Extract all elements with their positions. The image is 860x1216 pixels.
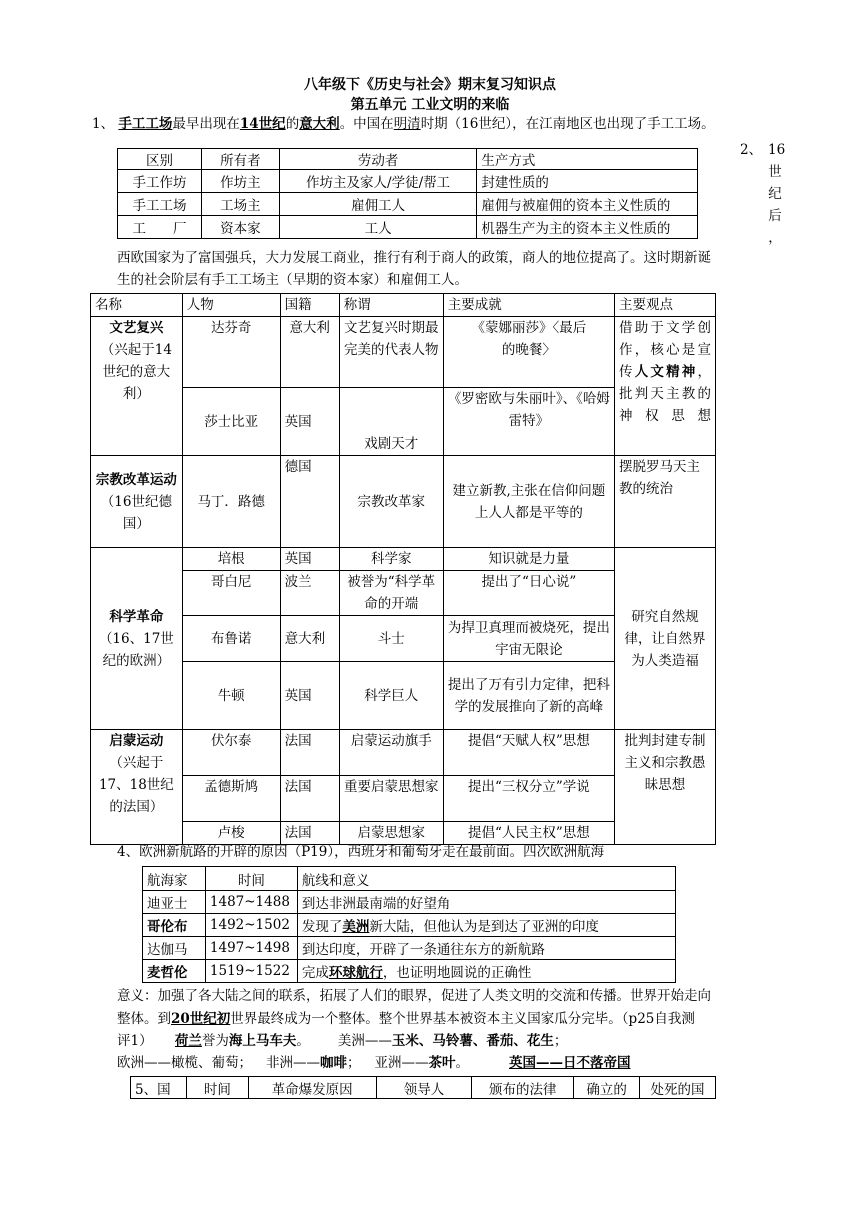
header-cell: 航线和意义: [297, 867, 675, 891]
meaning-line-4: [117, 1053, 631, 1074]
keyword: 茶叶: [428, 1055, 456, 1071]
header-cell: 名称: [91, 294, 183, 317]
table-row: [143, 891, 676, 914]
text: ，批判天主教的神权思想: [619, 364, 712, 424]
text: 世界最终成为一个整体。整个世界基本被资本主义国家瓜分完毕。（p25自我测: [230, 1011, 695, 1027]
table-header-row: [131, 1077, 716, 1099]
navigator-name: 达伽马: [143, 937, 206, 960]
paragraph-2-line-2: 生的社会阶层有手工工场主（早期的资本家）和雇佣工人。: [117, 272, 468, 288]
navigator-name: 迪亚士: [143, 891, 206, 914]
header-cell: 劳动者: [279, 149, 477, 170]
keyword: 英国——日不落帝国: [509, 1055, 631, 1071]
meaning-line-2: [117, 1009, 695, 1030]
navigator-name: 麦哲伦: [143, 960, 206, 983]
table-cell: 戏剧天才: [339, 388, 443, 456]
table-header-row: [118, 149, 698, 170]
table-cell: 英国: [280, 662, 339, 730]
paragraph-2-line-1: 西欧国家为了富国强兵，大力发展工商业，推行有利于商人的政策，商人的地位提高了。这时期新诞: [117, 250, 711, 266]
movement-subtitle: （兴起于14世纪的意大利）: [100, 342, 172, 402]
header-cell: 所有者: [201, 149, 279, 170]
table-cell: [297, 960, 675, 983]
header-cell: 领导人: [376, 1077, 472, 1099]
meaning-line-3: [117, 1031, 567, 1052]
keyword: 玉米、马铃薯、番茄、花生: [391, 1033, 554, 1049]
header-cell: 生产方式: [477, 149, 698, 170]
text: 整体。到: [117, 1011, 171, 1027]
keyword: 荷兰: [174, 1033, 202, 1049]
movement-view: 批判封建专制主义和宗教愚昧思想: [615, 730, 716, 845]
table-row: [118, 170, 698, 193]
table-cell: 作坊主及家人/学徒/帮工: [279, 170, 477, 193]
table-cell: 法国: [280, 730, 339, 776]
movements-table: [90, 293, 716, 845]
movement-cell: [91, 548, 183, 730]
navigators-table: [142, 866, 676, 983]
table-cell: 莎士比亚: [182, 388, 280, 456]
header-cell: 称谓: [339, 294, 443, 317]
text: 。: [296, 1033, 310, 1049]
table-cell: 德国: [280, 456, 339, 548]
text: 完成: [301, 965, 329, 981]
movement-subtitle: （兴起于17、18世纪的法国）: [98, 755, 174, 815]
keyword: 人文精神: [634, 364, 698, 380]
text: ，也证明地圆说的正确性: [382, 965, 532, 981]
table-cell: 意大利: [280, 616, 339, 662]
table-cell: 机器生产为主的资本主义性质的: [477, 216, 698, 239]
table-cell: 提出了“日心说”: [443, 571, 614, 616]
text: 到达非洲最南端的好望角: [301, 896, 451, 912]
document-title: 八年级下《历史与社会》期末复习知识点: [304, 77, 556, 93]
text: 到达印度，开辟了一条通往东方的新航路: [301, 942, 545, 958]
table-cell: 意大利: [280, 317, 339, 388]
text: 借助于文学创作，核心是宣传: [619, 320, 711, 380]
header-cell: 国籍: [280, 294, 339, 317]
header-cell: 时间: [186, 1077, 248, 1099]
table-cell: 1497~1498: [205, 937, 297, 960]
header-cell: 主要观点: [615, 294, 716, 317]
table-cell: 提出了万有引力定律，把科学的发展推向了新的高峰: [443, 662, 614, 730]
header-cell: 区别: [118, 149, 202, 170]
table-row: [118, 216, 698, 239]
revolution-table: [130, 1076, 716, 1099]
text: 欧洲——橄榄、葡萄；: [117, 1055, 252, 1071]
table-cell: 布鲁诺: [182, 616, 280, 662]
table-cell: 为捍卫真理而被烧死，提出宇宙无限论: [443, 616, 614, 662]
table-row: [118, 193, 698, 216]
movement-subtitle: （16、17世纪的欧洲）: [98, 630, 174, 669]
header-cell: 颁布的法律: [472, 1077, 574, 1099]
item-2-number: 2、: [740, 142, 763, 158]
workshop-table: [117, 148, 698, 239]
side-text: 后: [768, 208, 782, 224]
table-cell: 牛顿: [182, 662, 280, 730]
table-cell: 科学家: [339, 548, 443, 571]
table-cell: 提倡“天赋人权”思想: [443, 730, 614, 776]
table-cell: 工场主: [201, 193, 279, 216]
movement-view: [615, 317, 716, 456]
unit-title: 第五单元 工业文明的来临: [350, 97, 510, 113]
movement-name: 启蒙运动: [109, 733, 164, 749]
text: 美洲——: [337, 1033, 392, 1049]
table-cell: 重要启蒙思想家: [339, 776, 443, 822]
table-cell: [297, 937, 675, 960]
table-cell: 卢梭: [182, 822, 280, 845]
side-text: 纪: [768, 186, 782, 202]
table-row: [91, 317, 716, 388]
table-row: [91, 548, 716, 571]
table-cell: 孟德斯鸠: [182, 776, 280, 822]
table-cell: 文艺复兴时期最完美的代表人物: [339, 317, 443, 388]
table-cell: 手工作坊: [118, 170, 202, 193]
table-cell: 工人: [279, 216, 477, 239]
table-cell: 达芬奇: [182, 317, 280, 388]
text: 誉为: [201, 1033, 229, 1049]
table-cell: 《蒙娜丽莎》〈最后的晚餐〉: [443, 317, 614, 388]
paragraph-1: [92, 114, 715, 135]
table-cell: 法国: [280, 822, 339, 845]
table-cell: 1492~1502: [205, 914, 297, 937]
text: 新大陆，但他认为是到达了亚洲的印度: [369, 919, 599, 935]
navigator-name: 哥伦布: [143, 914, 206, 937]
table-row: [143, 914, 676, 937]
meaning-line-1: 意义：加强了各大陆之间的联系，拓展了人们的眼界，促进了人类文明的交流和传播。世界开始走向: [117, 988, 711, 1004]
table-cell: 被誉为“科学革命的开端: [339, 571, 443, 616]
movement-name: 文艺复兴: [109, 320, 164, 336]
text: 非洲——: [266, 1055, 320, 1071]
table-cell: 封建性质的: [477, 170, 698, 193]
item-number: 1、: [92, 116, 115, 132]
table-cell: 英国: [280, 388, 339, 456]
movement-view: 摆脱罗马天主教的统治: [615, 456, 716, 548]
paragraph-4: 4、欧洲新航路的开辟的原因（P19），西班牙和葡萄牙走在最前面。四次欧洲航海: [117, 844, 605, 860]
table-cell: 英国: [280, 548, 339, 571]
table-cell: 波兰: [280, 571, 339, 616]
text: 。: [455, 1055, 469, 1071]
table-header-row: [143, 867, 676, 891]
text: 发现了: [301, 919, 343, 935]
table-cell: 启蒙运动旗手: [339, 730, 443, 776]
keyword: 海上马车夫: [228, 1033, 297, 1049]
table-cell: 提出“三权分立”学说: [443, 776, 614, 822]
movement-cell: [91, 317, 183, 456]
table-cell: 马丁．路德: [182, 456, 280, 548]
table-cell: 作坊主: [201, 170, 279, 193]
header-cell: 确立的: [574, 1077, 640, 1099]
keyword: 14世纪: [239, 116, 286, 132]
header-cell: 革命爆发原因: [248, 1077, 376, 1099]
keyword: 美洲: [342, 919, 370, 935]
text: 最早出现在: [172, 116, 240, 132]
table-cell: 斗士: [339, 616, 443, 662]
table-cell: 知识就是力量: [443, 548, 614, 571]
table-cell: 哥白尼: [182, 571, 280, 616]
movement-name: 科学革命: [109, 608, 164, 625]
table-row: [143, 937, 676, 960]
header-cell: 航海家: [143, 867, 206, 891]
header-cell: 时间: [205, 867, 297, 891]
keyword: 咖啡: [320, 1055, 347, 1071]
header-cell: 主要成就: [443, 294, 614, 317]
text: ；: [553, 1033, 568, 1049]
table-cell: 提倡“人民主权”思想: [443, 822, 614, 845]
keyword: 明清: [393, 116, 421, 132]
table-cell: 培根: [182, 548, 280, 571]
table-cell: 科学巨人: [339, 662, 443, 730]
table-header-row: [91, 294, 716, 317]
table-row: [91, 456, 716, 548]
side-text: ，: [768, 230, 782, 246]
table-cell: 资本家: [201, 216, 279, 239]
movement-name: 宗教改革运动: [95, 471, 177, 488]
text: 评1）: [117, 1033, 153, 1049]
table-row: [143, 960, 676, 983]
table-cell: 宗教改革家: [339, 456, 443, 548]
side-text: 16: [768, 142, 786, 158]
header-cell: 5、国: [131, 1077, 187, 1099]
table-cell: 建立新教,主张在信仰问题上人人都是平等的: [443, 456, 614, 548]
table-cell: 1519~1522: [205, 960, 297, 983]
movement-subtitle: （16世纪德国）: [100, 493, 172, 532]
header-cell: 处死的国: [640, 1077, 716, 1099]
text: 时期（16世纪），在江南地区也出现了手工工场。: [420, 116, 715, 132]
keyword: 环球航行: [328, 965, 383, 981]
table-cell: 《罗密欧与朱丽叶》、《哈姆雷特》: [443, 388, 614, 456]
table-cell: [297, 891, 675, 914]
table-cell: 伏尔泰: [182, 730, 280, 776]
text: 的: [285, 116, 300, 132]
table-cell: 雇佣与被雇佣的资本主义性质的: [477, 193, 698, 216]
keyword: 20世纪初: [171, 1011, 231, 1027]
table-cell: 手工工场: [118, 193, 202, 216]
text: 亚洲——: [374, 1055, 429, 1071]
table-cell: 法国: [280, 776, 339, 822]
table-cell: 1487~1488: [205, 891, 297, 914]
table-row: [91, 730, 716, 776]
keyword: 意大利: [299, 116, 340, 132]
text: 。中国在: [339, 116, 394, 132]
table-cell: 雇佣工人: [279, 193, 477, 216]
movement-cell: [91, 730, 183, 845]
table-cell: 工 厂: [118, 216, 202, 239]
table-cell: 启蒙思想家: [339, 822, 443, 845]
table-cell: [297, 914, 675, 937]
side-text: 世: [768, 164, 782, 180]
movement-view: 研究自然规律，让自然界为人类造福: [615, 548, 716, 730]
keyword: 手工工场: [118, 116, 173, 132]
text: ；: [347, 1055, 361, 1071]
header-cell: 人物: [182, 294, 280, 317]
movement-cell: [91, 456, 183, 548]
